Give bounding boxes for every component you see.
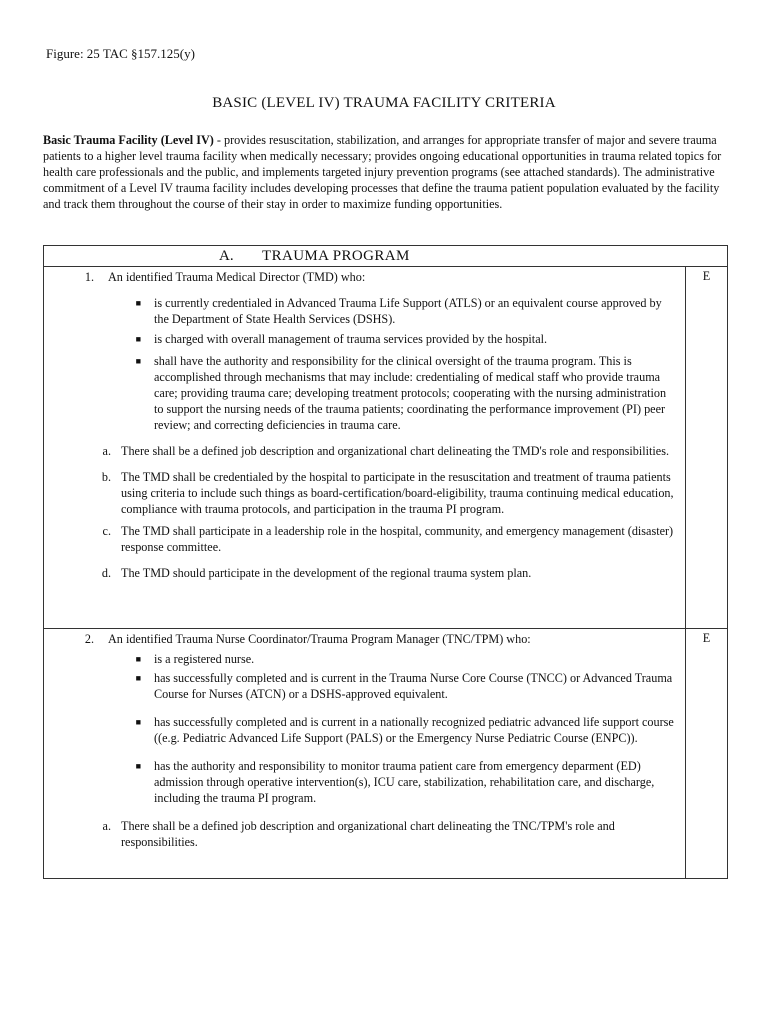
item-number: 1.	[84, 270, 94, 284]
section-header-cell	[44, 246, 728, 267]
sub-label: a.	[102, 819, 111, 833]
sub-text: There shall be a defined job description and organizational chart delineating the TNC/TPM's role and responsibilities.	[121, 819, 615, 849]
section-title: TRAUMA PROGRAM	[262, 248, 410, 264]
sub-label: c.	[102, 524, 111, 538]
bullet-text: shall have the authority and responsibility for the clinical oversight of the trauma program. This is accomplished through mechanisms that may include: credentialing of medical staff who provide trauma care; providing trauma care; developing treatment protocols; cooperating with the nursing administration to support the nursing needs of the trauma patients; coordinating the performance improvement (PI) peer review; and correcting deficiencies in trauma care.	[154, 354, 667, 432]
criteria-cell	[44, 267, 686, 629]
sub-item	[44, 523, 681, 555]
bullet-text: has the authority and responsibility to monitor trauma patient care from emergency deparment (ED) admission through operative intervention(s), ICU care, stabilization, rehabilitation care, and discharge, including the trauma PI program.	[154, 759, 655, 805]
bullet-item	[44, 651, 681, 667]
item-text: An identified Trauma Medical Director (TMD) who:	[108, 270, 366, 284]
sub-label: d.	[101, 566, 111, 580]
sub-text: The TMD should participate in the development of the regional trauma system plan.	[121, 566, 532, 580]
sub-text: The TMD shall participate in a leadership role in the hospital, community, and emergency management (disaster) response committee.	[121, 524, 674, 554]
bullet-icon: ■	[135, 654, 141, 664]
bullet-icon: ■	[135, 334, 141, 344]
bullet-item	[44, 353, 681, 433]
intro-bold-term: Basic Trauma Facility (Level IV)	[43, 133, 214, 147]
criteria-row	[44, 629, 728, 879]
sub-item	[44, 469, 681, 517]
bullet-text: is a registered nurse.	[154, 652, 255, 666]
bullet-item	[44, 714, 681, 746]
bullet-item	[44, 758, 681, 806]
criteria-row	[44, 267, 728, 629]
section-label: A.	[219, 248, 234, 264]
sub-label: b.	[101, 470, 111, 484]
intro-text: - provides resuscitation, stabilization, and arranges for appropriate transfer of major and severe trauma patients to a higher level trauma facility when medically necessary; provides ongoing educational opportunities in trauma related topics for health care professionals and the public, and implements targeted injury prevention programs (see attached standards). The administrative commitment of a Level IV trauma facility includes developing processes that define the trauma patient population evaluated by the facility and track them throughout the course of their stay in order to maximize funding opportunities.	[43, 133, 722, 211]
sub-label: a.	[102, 444, 111, 458]
bullet-item	[44, 295, 681, 327]
sub-item	[44, 818, 681, 850]
item-text: An identified Trauma Nurse Coordinator/Trauma Program Manager (TNC/TPM) who:	[108, 632, 531, 646]
intro-paragraph	[43, 132, 727, 212]
bullet-item	[44, 331, 681, 347]
bullet-icon: ■	[135, 298, 141, 308]
criteria-table	[43, 245, 728, 879]
sub-item	[44, 565, 681, 581]
bullet-text: is charged with overall management of trauma services provided by the hospital.	[154, 332, 548, 346]
bullet-icon: ■	[135, 717, 141, 727]
bullet-text: has successfully completed and is current in a nationally recognized pediatric advanced life support course ((e.g. Pediatric Advanced Life Support (PALS) or the Emergency Nurse Pediatric Course (ENPC)).	[154, 715, 674, 745]
figure-reference: Figure: 25 TAC §157.125(y)	[46, 46, 195, 61]
page-title: BASIC (LEVEL IV) TRAUMA FACILITY CRITERIA	[212, 95, 556, 111]
bullet-item	[44, 670, 681, 702]
bullet-text: is currently credentialed in Advanced Trauma Life Support (ATLS) or an equivalent course approved by the Department of State Health Services (DSHS).	[154, 296, 662, 326]
criteria-cell	[44, 629, 686, 879]
bullet-icon: ■	[135, 761, 141, 771]
criteria-code: E	[686, 267, 728, 629]
section-header-row	[44, 246, 728, 267]
sub-text: The TMD shall be credentialed by the hospital to participate in the resuscitation and treatment of trauma patients using criteria to include such things as board-certification/board-eligibility, trauma continuing medical education, compliance with trauma protocols, and participation in the trauma PI program.	[121, 470, 674, 516]
bullet-icon: ■	[135, 673, 141, 683]
sub-item	[44, 443, 681, 459]
criteria-code: E	[686, 629, 728, 879]
bullet-icon: ■	[135, 356, 141, 366]
sub-text: There shall be a defined job description and organizational chart delineating the TMD's role and responsibilities.	[121, 444, 669, 458]
item-number: 2.	[84, 632, 94, 646]
bullet-text: has successfully completed and is current in the Trauma Nurse Core Course (TNCC) or Advanced Trauma Course for Nurses (ATCN) or a DSHS-approved equivalent.	[154, 671, 673, 701]
